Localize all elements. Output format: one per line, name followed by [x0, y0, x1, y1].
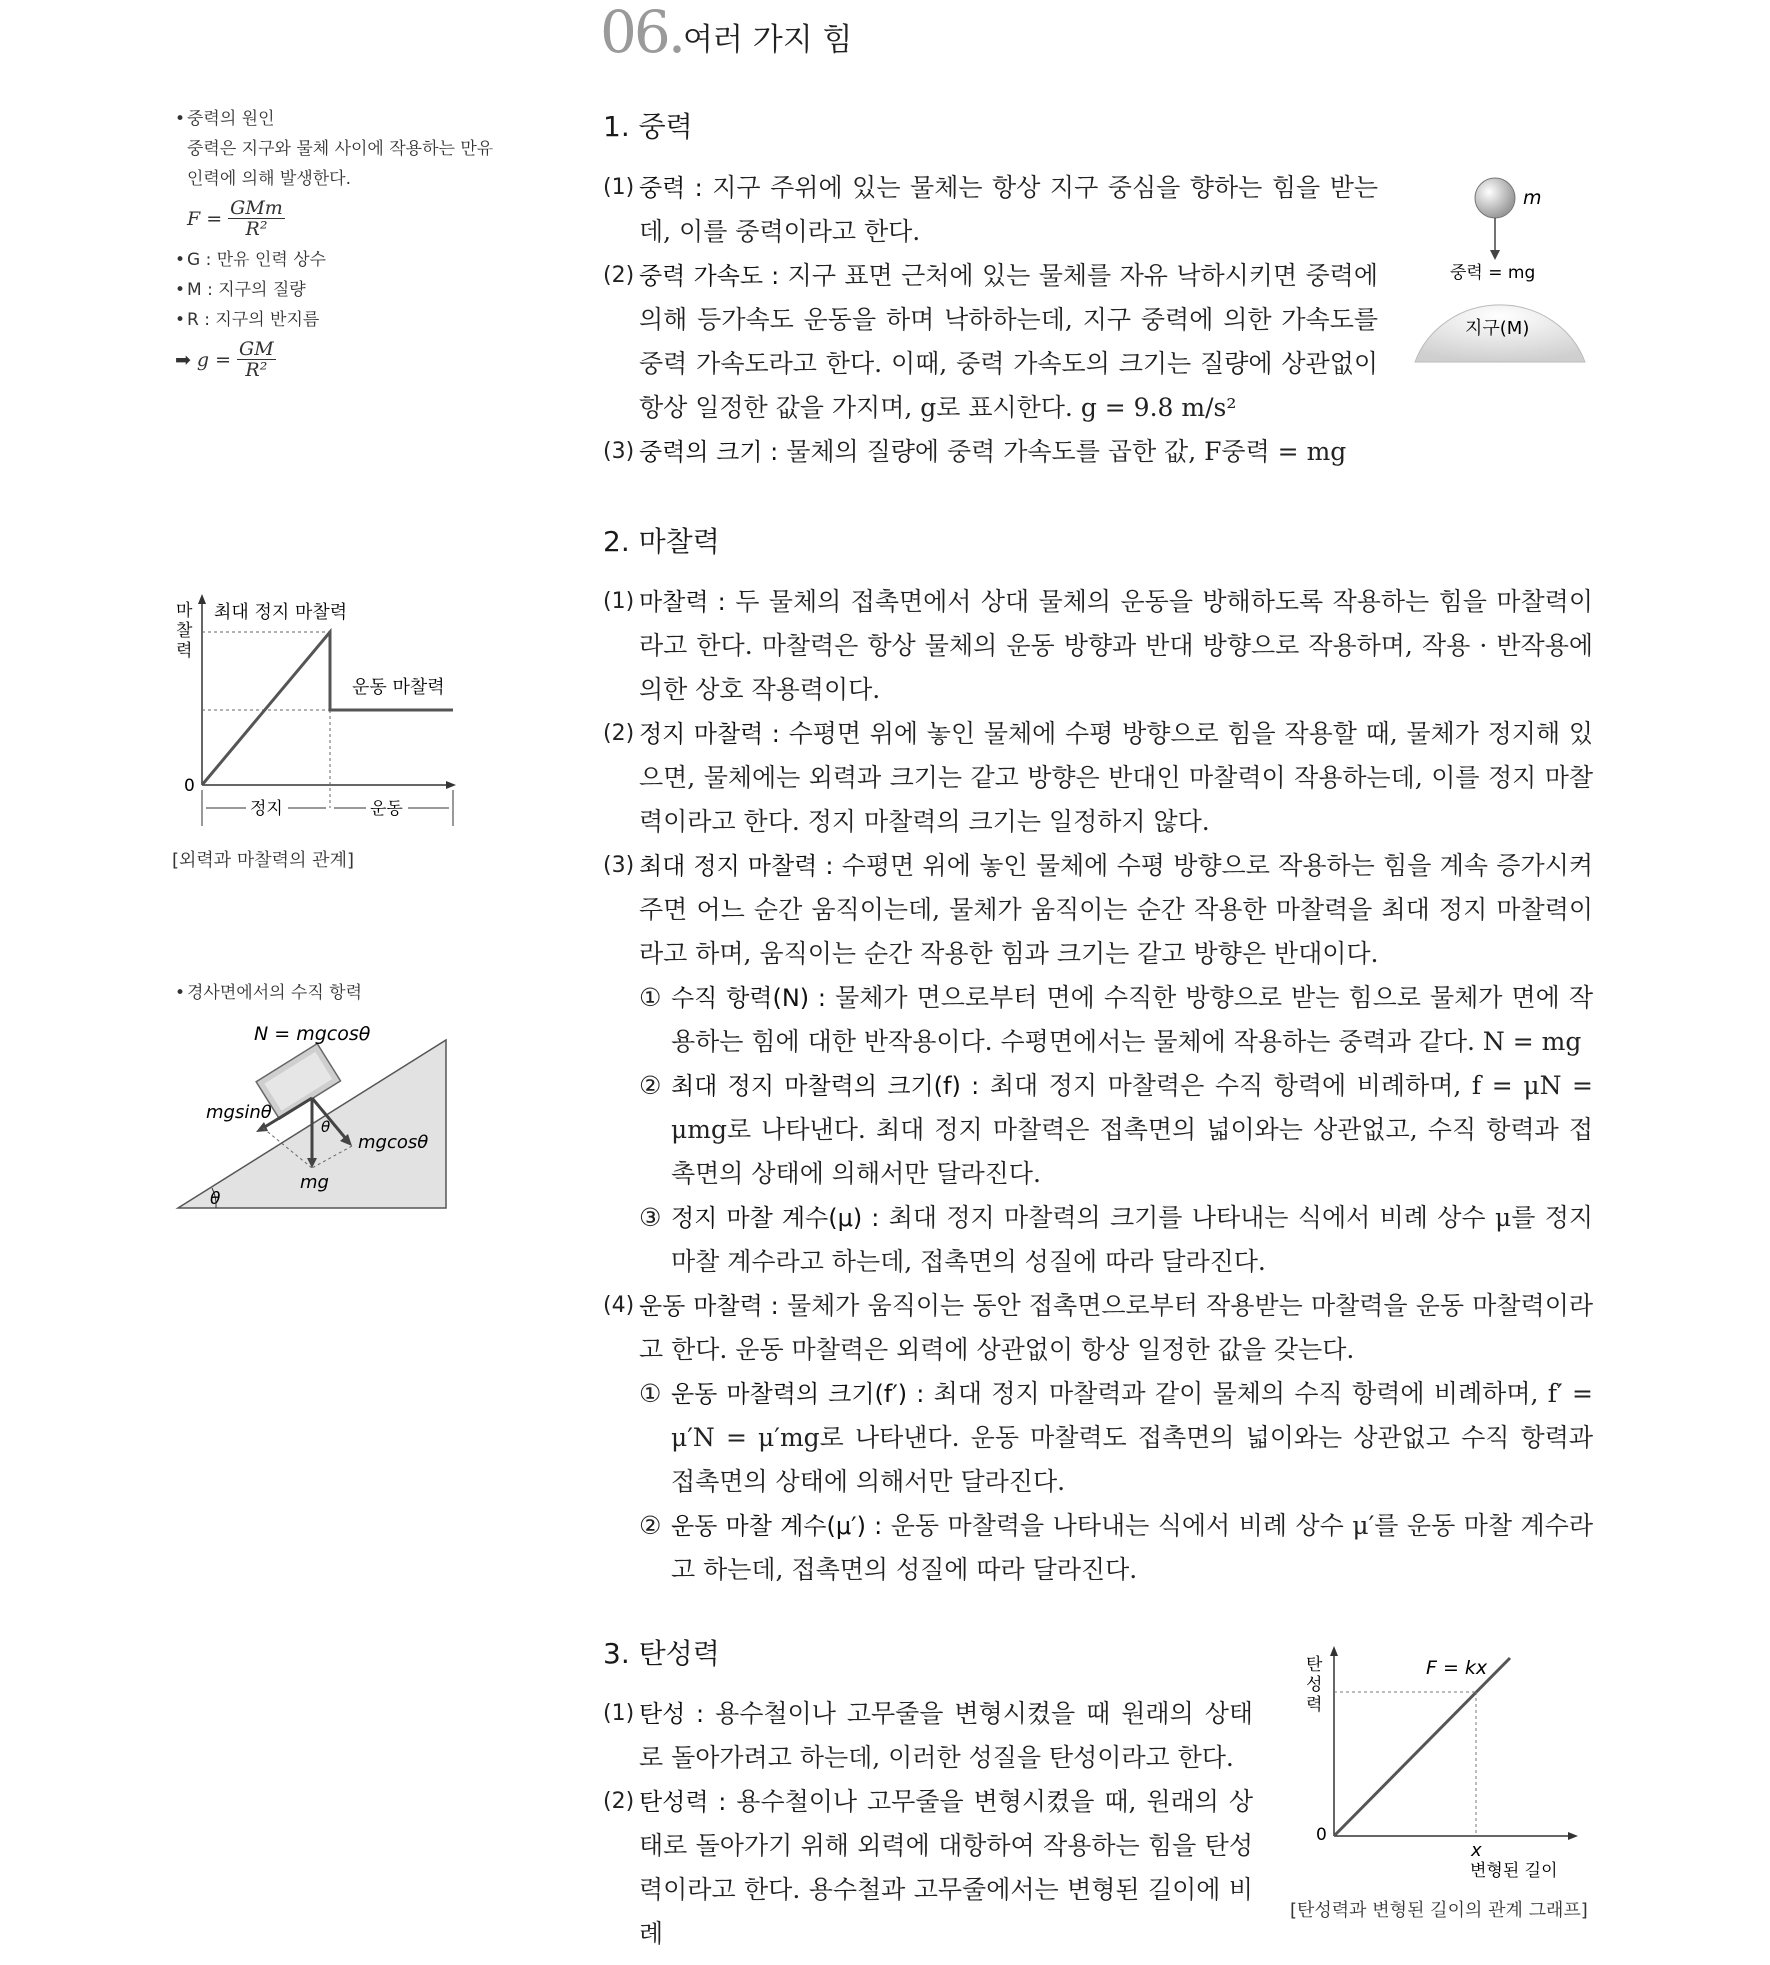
elastic-ylabel-2: 성	[1306, 1675, 1323, 1695]
friction-graph	[170, 590, 470, 830]
side-gravity-title: 중력의 원인	[187, 109, 275, 129]
subitem-text: 운동 마찰력을 나타내는 식에서 비례 상수 μ′를 운동 마찰 계수라고 하는데, 접촉면의 성질에 따라 달라진다.	[671, 1511, 1593, 1584]
item-text: 용수철이나 고무줄을 변형시켰을 때 원래의 상태로 돌아가려고 하는데, 이러한 성질을 탄성이라고 한다.	[639, 1699, 1253, 1772]
motion-label: 운동	[370, 799, 403, 819]
section1-item	[603, 166, 1378, 254]
section3-body	[603, 1692, 1253, 1956]
elastic-xlabel: 변형된 길이	[1470, 1861, 1558, 1880]
item-text: 물체의 질량에 중력 가속도를 곱한 값, F중력 = mg	[778, 437, 1347, 466]
side-note-gravity: • 중력의 원인 중력은 지구와 물체 사이에 작용하는 만유 인력에 의해 발생한다. F = $\frac{\text{GMm}}{\text{R²}}$ • G : 만유 인력 상수 • M : 지구의 질량 • R : 지구의 반지름 ➡ g = $\frac{GM}{\text{R²}}$	[175, 104, 535, 380]
item-index: (2)	[603, 1789, 635, 1814]
item-head: 중력 :	[639, 174, 703, 202]
elastic-ylabel-3: 력	[1306, 1695, 1323, 1715]
section2-item	[603, 1284, 1593, 1372]
section2-item	[603, 712, 1593, 844]
item-head: 운동 마찰력 :	[639, 1292, 779, 1320]
item-text: 수평면 위에 놓인 물체에 수평 방향으로 작용하는 힘을 계속 증가시켜 주면 어느 순간 움직이는데, 물체가 움직이는 순간 작용한 마찰력을 최대 정지 마찰력이라고 하며, 움직이는 순간 작용한 힘과 크기는 같고 방향은 반대이다.	[639, 851, 1594, 968]
section2-subitem	[603, 1504, 1593, 1592]
g-formula	[175, 339, 535, 380]
g-denominator: R²	[245, 359, 268, 381]
incline-diagram	[170, 1010, 460, 1220]
item-index: (4)	[603, 1293, 635, 1318]
elastic-graph	[1300, 1640, 1600, 1880]
formula-lhs: F =	[187, 207, 223, 230]
g-numerator: GM	[239, 338, 274, 360]
r-definition: R : 지구의 반지름	[187, 310, 320, 330]
item-head: 중력의 크기 :	[639, 438, 779, 466]
item-index: (1)	[603, 1701, 635, 1726]
formula-denominator: R²	[245, 218, 268, 240]
section2-subitem	[603, 1372, 1593, 1504]
side-gravity-desc2: 인력에 의해 발생한다.	[187, 169, 352, 189]
static-label: 정지	[250, 799, 283, 819]
elastic-line-label: F = kx	[1426, 1657, 1488, 1679]
item-text: 물체가 움직이는 동안 접촉면으로부터 작용받는 마찰력을 운동 마찰력이라고 한다. 운동 마찰력은 외력에 상관없이 항상 일정한 값을 갖는다.	[639, 1291, 1593, 1364]
elastic-ylabel-1: 탄	[1306, 1655, 1323, 1675]
side-gravity-desc1: 중력은 지구와 물체 사이에 작용하는 만유	[187, 139, 494, 159]
item-index: (2)	[603, 721, 635, 746]
friction-graph-caption: [외력과 마찰력의 관계]	[172, 850, 354, 871]
item-index: (1)	[603, 175, 635, 200]
section3-item	[603, 1780, 1253, 1956]
kinetic-label: 운동 마찰력	[352, 677, 445, 698]
item-head: 중력 가속도 :	[639, 262, 780, 290]
elastic-origin: 0	[1316, 1825, 1327, 1845]
gravity-formula	[175, 198, 535, 239]
subitem-text: 최대 정지 마찰력과 같이 물체의 수직 항력에 비례하며, f′ = μ′N = μ′mg로 나타낸다. 운동 마찰력도 접촉면의 넓이와는 상관없고 수직 항력과 접촉면의 상태에 의해서만 달라진다.	[671, 1379, 1594, 1496]
subitem-head: 운동 마찰력의 크기(f′) :	[671, 1380, 925, 1408]
elastic-x-arrow-icon	[1568, 1832, 1578, 1840]
item-text: 지구 표면 근처에 있는 물체를 자유 낙하시키면 중력에 의해 등가속도 운동을 하며 낙하하는데, 지구 중력에 의한 가속도를 중력 가속도라고 한다. 이때, 중력 가속도의 크기는 질량에 상관없이 항상 일정한 값을 가지며, g로 표시한다. g = 9.8 m/s²	[639, 261, 1378, 422]
weight-label: mg	[300, 1172, 329, 1193]
section2-subitem	[603, 1196, 1593, 1284]
section1-heading: 1. 중력	[603, 110, 693, 143]
g-definition: G : 만유 인력 상수	[187, 250, 327, 270]
origin-label: 0	[184, 776, 195, 796]
sin-arrowhead-icon	[256, 1122, 268, 1132]
mass-label: m	[1523, 187, 1542, 209]
section2-subitem	[603, 976, 1593, 1064]
cos-label: mgcosθ	[358, 1132, 429, 1153]
incline-title: • 경사면에서의 수직 항력	[175, 983, 363, 1003]
formula-numerator: GMm	[230, 197, 283, 219]
earth-gravity-figure	[1395, 170, 1615, 370]
section1-item	[603, 430, 1378, 474]
subitem-index: ②	[639, 1511, 662, 1540]
item-index: (3)	[603, 853, 635, 878]
friction-graph-ylabel-1: 마	[176, 601, 193, 621]
item-text: 수평면 위에 놓인 물체에 수평 방향으로 힘을 작용할 때, 물체가 정지해 있으면, 물체에는 외력과 크기는 같고 방향은 반대인 마찰력이 작용하는데, 이를 정지 마찰력이라고 한다. 정지 마찰력의 크기는 일정하지 않다.	[639, 719, 1593, 836]
item-head: 마찰력 :	[639, 588, 726, 616]
angle-label: θ	[321, 1118, 331, 1136]
item-text: 두 물체의 접촉면에서 상대 물체의 운동을 방해하도록 작용하는 힘을 마찰력이라고 한다. 마찰력은 항상 물체의 운동 방향과 반대 방향으로 작용하며, 작용 · 반작용에 의한 상호 작용력이다.	[639, 587, 1593, 704]
subitem-text: 최대 정지 마찰력은 수직 항력에 비례하며, f = μN = μmg로 나타낸다. 최대 정지 마찰력은 접촉면의 넓이와는 상관없고, 수직 항력과 접촉면의 상태에 의해서만 달라진다.	[671, 1071, 1593, 1188]
theta-label: θ	[210, 1189, 221, 1209]
mass-ball	[1475, 178, 1515, 218]
y-axis-arrow-icon	[198, 594, 206, 604]
section2-item	[603, 844, 1593, 976]
chapter-title: 여러 가지 힘	[683, 22, 853, 58]
subitem-head: 최대 정지 마찰력의 크기(f) :	[671, 1072, 980, 1100]
section1-body	[603, 166, 1378, 474]
max-static-label: 최대 정지 마찰력	[214, 602, 348, 623]
subitem-text: 최대 정지 마찰력의 크기를 나타내는 식에서 비례 상수 μ를 정지 마찰 계수라고 하는데, 접촉면의 성질에 따라 달라진다.	[671, 1203, 1594, 1276]
item-text: 용수철이나 고무줄을 변형시켰을 때, 원래의 상태로 돌아가기 위해 외력에 대항하여 작용하는 힘을 탄성력이라고 한다. 용수철과 고무줄에서는 변형된 길이에 비례	[639, 1787, 1253, 1948]
item-index: (3)	[603, 439, 635, 464]
sin-label: mgsinθ	[206, 1102, 272, 1123]
elastic-x-mark: x	[1471, 1840, 1482, 1861]
arrow-icon: ➡	[175, 348, 191, 371]
section2-subitem	[603, 1064, 1593, 1196]
elastic-y-arrow-icon	[1330, 1646, 1338, 1656]
m-definition: M : 지구의 질량	[187, 280, 306, 300]
section3-item	[603, 1692, 1253, 1780]
item-index: (2)	[603, 263, 635, 288]
x-axis-arrow-icon	[446, 781, 456, 789]
subitem-text: 물체가 면으로부터 면에 수직한 방향으로 받는 힘으로 물체가 면에 작용하는 힘에 대한 반작용이다. 수평면에서는 물체에 작용하는 중력과 같다. N = mg	[671, 983, 1594, 1056]
section2-item	[603, 580, 1593, 712]
item-head: 탄성 :	[639, 1700, 705, 1728]
item-head: 최대 정지 마찰력 :	[639, 852, 834, 880]
g-formula-lhs: g =	[196, 348, 232, 371]
friction-curve	[202, 632, 453, 785]
subitem-index: ②	[639, 1071, 662, 1100]
section1-item	[603, 254, 1378, 430]
item-text: 지구 주위에 있는 물체는 항상 지구 중심을 향하는 힘을 받는데, 이를 중력이라고 한다.	[639, 173, 1378, 246]
gravity-label: 중력 = mg	[1450, 263, 1536, 283]
subitem-head: 수직 항력(N) :	[671, 984, 827, 1012]
item-index: (1)	[603, 589, 635, 614]
subitem-head: 운동 마찰 계수(μ′) :	[671, 1512, 883, 1540]
gravity-arrowhead-icon	[1490, 250, 1500, 260]
item-head: 정지 마찰력 :	[639, 720, 780, 748]
elastic-graph-caption: [탄성력과 변형된 길이의 관계 그래프]	[1290, 1900, 1588, 1921]
section2-body	[603, 580, 1593, 1592]
subitem-index: ①	[639, 1379, 662, 1408]
item-head: 탄성력 :	[639, 1788, 727, 1816]
earth-label: 지구(M)	[1465, 318, 1530, 339]
chapter-number: 06.	[600, 0, 684, 66]
subitem-index: ①	[639, 983, 662, 1012]
subitem-head: 정지 마찰 계수(μ) :	[671, 1204, 880, 1232]
friction-graph-ylabel-2: 찰	[176, 621, 193, 641]
section3-heading: 3. 탄성력	[603, 1637, 720, 1670]
subitem-index: ③	[639, 1203, 662, 1232]
normal-label: N = mgcosθ	[254, 1023, 371, 1045]
elastic-line	[1334, 1658, 1510, 1836]
section2-heading: 2. 마찰력	[603, 525, 720, 558]
friction-graph-ylabel-3: 력	[176, 641, 193, 661]
incline-title-text: 경사면에서의 수직 항력	[187, 983, 363, 1003]
